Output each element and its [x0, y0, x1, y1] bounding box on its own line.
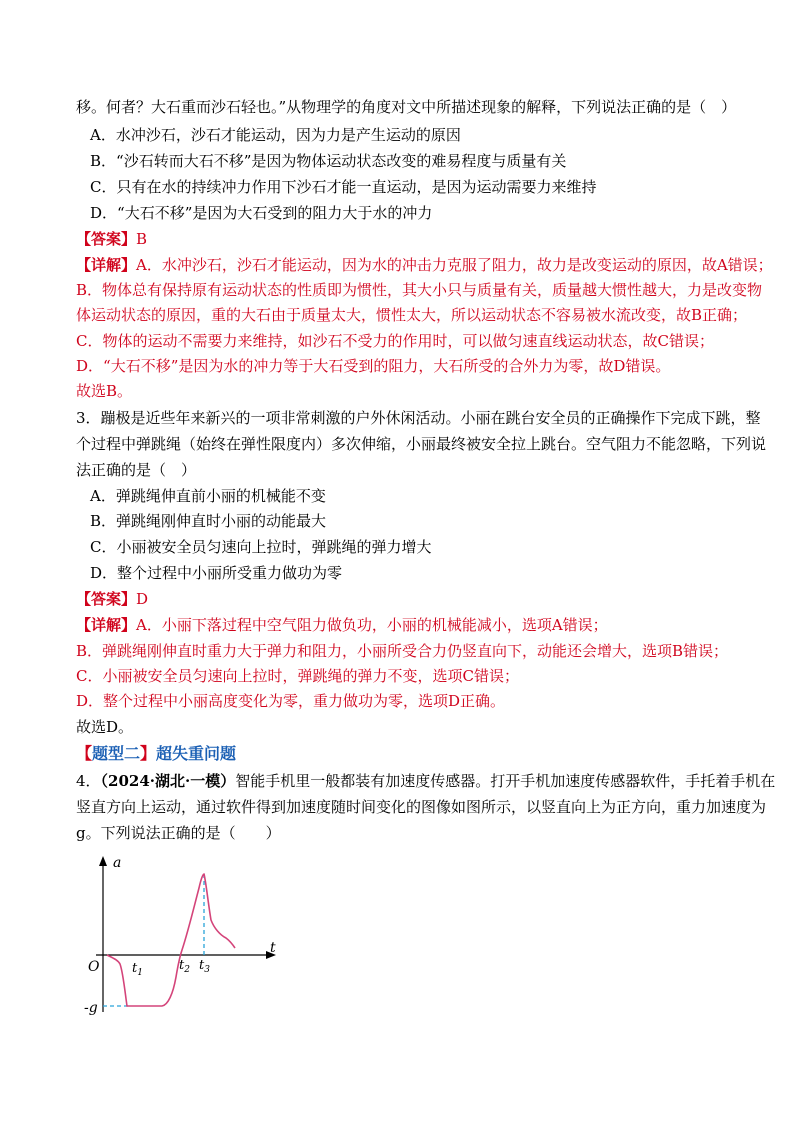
answer-value: B — [136, 230, 148, 248]
q2-detail-line-1 — [76, 254, 773, 276]
q2-detail-line-3: 体运动状态的原因，重的大石由于质量太大，惯性太大，所以运动状态不容易被水流改变，故B正确； — [76, 306, 748, 324]
q3-option-a: A．弹跳绳伸直前小丽的机械能不变 — [90, 487, 326, 505]
origin-label: O — [88, 959, 100, 975]
section-bracket-close: 】 — [140, 744, 157, 763]
answer-value: D — [136, 590, 149, 608]
y-axis-label: a — [113, 855, 122, 871]
q2-detail-line-6: 故选B。 — [76, 382, 133, 400]
q3-detail-line-5: 故选D。 — [76, 718, 134, 736]
detail-text: A．水冲沙石，沙石才能运动，因为水的冲击力克服了阻力，故力是改变运动的原因，故A错误； — [136, 256, 773, 274]
section-name: 题型二 — [92, 744, 141, 763]
q2-detail-line-4: C．物体的运动不需要力来维持，如沙石不受力的作用时，可以做匀速直线运动状态，故C错误； — [76, 332, 714, 350]
answer-tag: 【答案】 — [76, 230, 137, 248]
t2-label: $t_2$ — [179, 958, 190, 975]
q3-stem-line-1: 3．蹦极是近些年来新兴的一项非常刺激的户外休闲活动。小丽在跳台安全员的正确操作下完成下跳，整 — [76, 409, 761, 427]
detail-tag: 【详解】 — [76, 256, 137, 274]
acceleration-curve — [107, 874, 235, 1006]
q3-detail-line-2: B．弹跳绳刚伸直时重力大于弹力和阻力，小丽所受合力仍竖直向下，动能还会增大，选项B错误； — [76, 642, 729, 660]
q3-stem-line-2: 个过程中弹跳绳（始终在弹性限度内）多次伸缩，小丽最终被安全拉上跳台。空气阻力不能忽略，下列说 — [76, 435, 767, 453]
q2-detail-line-5: D．“大石不移”是因为水的冲力等于大石受到的阻力，大石所受的合外力为零，故D错误。 — [76, 357, 671, 375]
q3-detail-line-3: C．小丽被安全员匀速向上拉时，弹跳绳的弹力不变，选项C错误； — [76, 667, 519, 685]
q2-option-d: D．“大石不移”是因为大石受到的阻力大于水的冲力 — [90, 204, 433, 222]
q3-detail-line-4: D．整个过程中小丽高度变化为零，重力做功为零，选项D正确。 — [76, 692, 506, 710]
q3-detail-line-1 — [76, 614, 608, 636]
q2-answer — [76, 228, 147, 250]
acceleration-time-graph — [80, 852, 290, 1022]
q2-option-b: B．“沙石转而大石不移”是因为物体运动状态改变的难易程度与质量有关 — [90, 152, 567, 170]
q2-option-c: C．只有在水的持续冲力作用下沙石才能一直运动，是因为运动需要力来维持 — [90, 178, 597, 196]
q4-stem-line-3: g。下列说法正确的是（ ） — [76, 824, 281, 842]
q2-stem-tail: 移。何者？大石重而沙石轻也。”从物理学的角度对文中所描述现象的解释，下列说法正确的是（ ） — [76, 98, 737, 116]
x-axis-label: t — [270, 940, 276, 956]
q3-option-b: B．弹跳绳刚伸直时小丽的动能最大 — [90, 512, 327, 530]
t3-label: $t_3$ — [199, 958, 210, 975]
q3-answer — [76, 588, 148, 610]
q2-option-a: A．水冲沙石，沙石才能运动，因为力是产生运动的原因 — [90, 126, 461, 144]
section-header — [76, 743, 236, 765]
neg-g-label: -g — [84, 1000, 98, 1016]
answer-tag: 【答案】 — [76, 590, 137, 608]
detail-text: A．小丽下落过程中空气阻力做负功，小丽的机械能减小，选项A错误； — [136, 616, 608, 634]
detail-tag: 【详解】 — [76, 616, 137, 634]
q4-stem-first: 智能手机里一般都装有加速度传感器。打开手机加速度传感器软件，手托着手机在 — [235, 772, 776, 790]
q3-option-c: C．小丽被安全员匀速向上拉时，弹跳绳的弹力增大 — [90, 538, 432, 556]
q4-number: 4． — [76, 772, 101, 790]
q2-detail-line-2: B．物体总有保持原有运动状态的性质即为惯性，其大小只与质量有关，质量越大惯性越大，力是改变物 — [76, 281, 763, 299]
section-title: 超失重问题 — [156, 744, 237, 763]
t1-label: $t_1$ — [132, 961, 143, 978]
section-bracket-open: 【 — [76, 744, 93, 763]
q3-option-d: D．整个过程中小丽所受重力做功为零 — [90, 564, 343, 582]
y-axis-arrow — [99, 856, 107, 866]
q3-stem-line-3: 法正确的是（ ） — [76, 461, 197, 479]
q4-stem-line-1 — [76, 770, 775, 792]
q4-source: （2024·湖北·一模） — [100, 772, 236, 790]
q4-stem-line-2: 竖直方向上运动，通过软件得到加速度随时间变化的图像如图所示，以竖直向上为正方向，重力加速度为 — [76, 798, 767, 816]
